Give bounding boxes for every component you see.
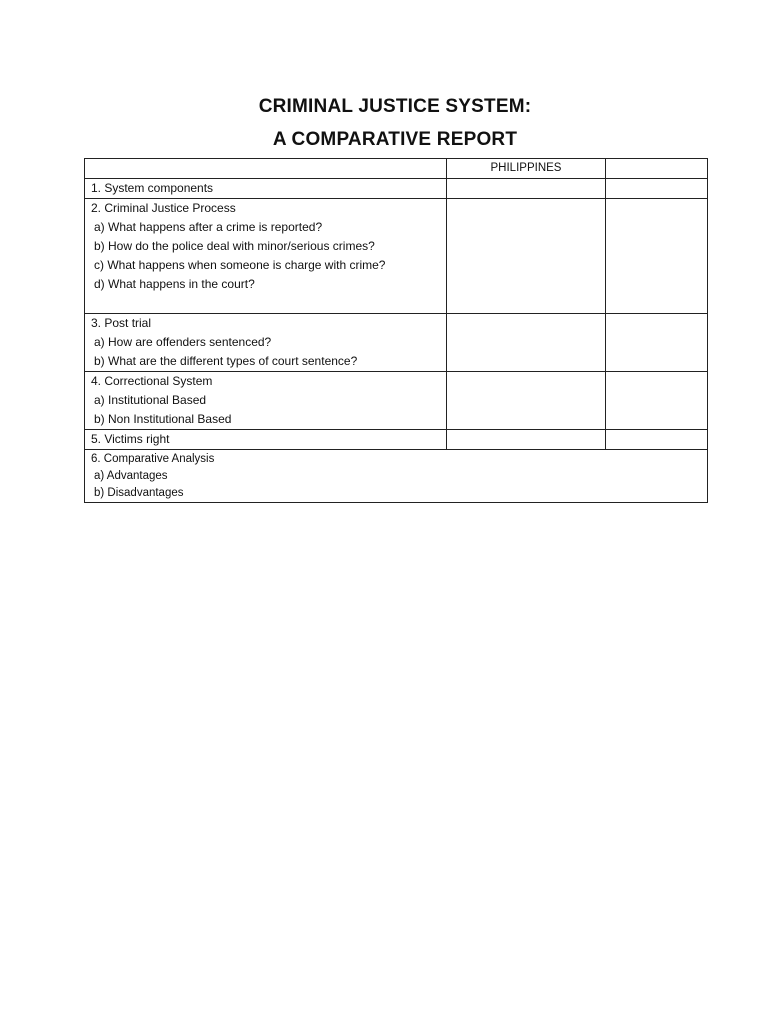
row-topic-cell: [85, 372, 447, 430]
comparison-answer-cell[interactable]: [606, 372, 708, 430]
row-subitem: b) Disadvantages: [94, 487, 184, 499]
philippines-answer-cell[interactable]: [447, 179, 606, 199]
row-subitem: b) How do the police deal with minor/serious crimes?: [94, 239, 375, 253]
row-subitem: a) What happens after a crime is reported?: [94, 220, 323, 234]
document-title-line-1: CRIMINAL JUSTICE SYSTEM:: [258, 96, 532, 117]
table-header-row: [85, 159, 708, 179]
row-heading: 4. Correctional System: [91, 374, 213, 388]
comparative-analysis-cell[interactable]: [85, 450, 708, 503]
table-row: [85, 179, 708, 199]
comparison-answer-cell[interactable]: [606, 314, 708, 372]
row-topic-cell: [85, 430, 447, 450]
row-subitem: a) Advantages: [94, 470, 168, 482]
row-heading: 2. Criminal Justice Process: [91, 201, 236, 215]
header-cell-philippines: PHILIPPINES: [447, 159, 606, 179]
row-subitem: d) What happens in the court?: [94, 277, 255, 291]
philippines-answer-cell[interactable]: [447, 430, 606, 450]
row-subitem: b) Non Institutional Based: [94, 412, 232, 426]
row-subitem: a) How are offenders sentenced?: [94, 335, 272, 349]
document-title-line-2: A COMPARATIVE REPORT: [272, 129, 518, 150]
comparison-answer-cell[interactable]: [606, 179, 708, 199]
header-cell-topic: [85, 159, 447, 179]
comparison-answer-cell[interactable]: [606, 199, 708, 314]
row-heading: 1. System components: [91, 181, 214, 195]
table-row: [85, 372, 708, 430]
philippines-answer-cell[interactable]: [447, 372, 606, 430]
header-cell-comparison-country: [606, 159, 708, 179]
row-heading: 6. Comparative Analysis: [91, 453, 215, 465]
row-subitem: a) Institutional Based: [94, 393, 207, 407]
row-heading: 5. Victims right: [91, 432, 170, 446]
table-row: [85, 430, 708, 450]
table-row: [85, 450, 708, 503]
row-heading: 3. Post trial: [91, 316, 152, 330]
row-subitem: c) What happens when someone is charge with crime?: [94, 258, 386, 272]
row-topic-cell: [85, 199, 447, 314]
row-topic-cell: [85, 179, 447, 199]
row-subitem: b) What are the different types of court sentence?: [94, 354, 358, 368]
philippines-answer-cell[interactable]: [447, 199, 606, 314]
comparative-report-table: [84, 158, 708, 503]
table-row: [85, 314, 708, 372]
table-row: [85, 199, 708, 314]
comparison-answer-cell[interactable]: [606, 430, 708, 450]
philippines-answer-cell[interactable]: [447, 314, 606, 372]
row-topic-cell: [85, 314, 447, 372]
